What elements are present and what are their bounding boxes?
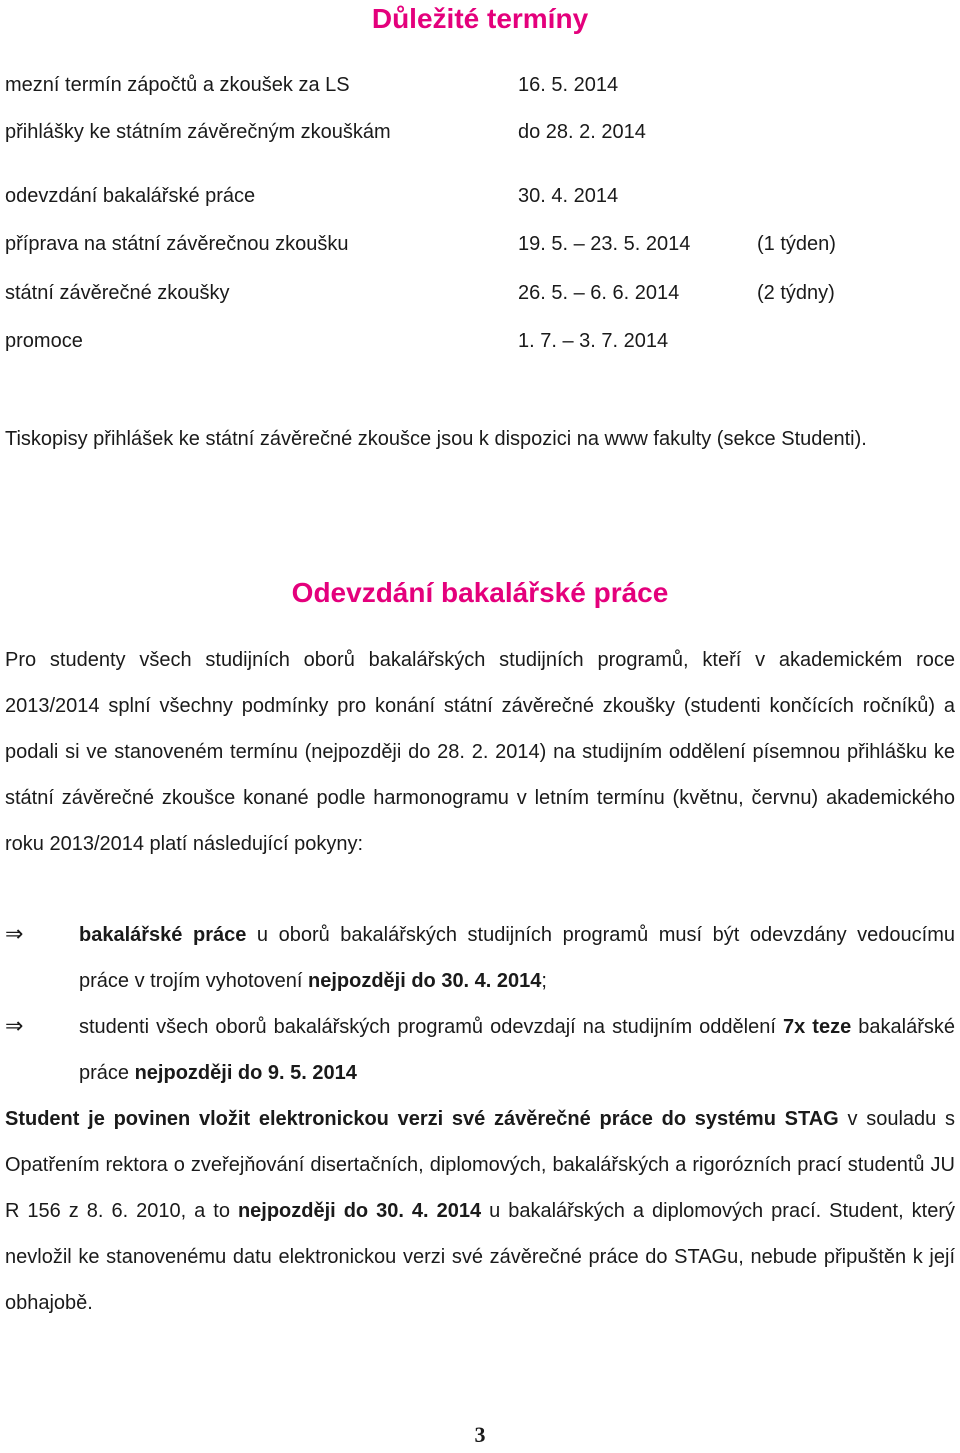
stag-tail: u bakalářských a diplomových prací. Student, který nevložil ke stanovenému datu elektronickou verzi své závěrečné práce do STAGu, nebude připuštěn k její obhajobě. bbox=[5, 1200, 956, 1314]
section-title-important-dates: Důležité termíny bbox=[371, 3, 589, 34]
bullet-middle: u oborů bakalářských studijních programů musí být odevzdány vedoucímu práce v trojím vyhotovení bbox=[79, 924, 955, 992]
term-date: do 28. 2. 2014 bbox=[518, 121, 646, 143]
bullet-middle: bakalářské práce bbox=[79, 1016, 955, 1084]
stag-deadline: nejpozději do 30. 4. 2014 bbox=[237, 1200, 482, 1222]
term-label: příprava na státní závěrečnou zkoušku bbox=[5, 233, 349, 255]
page-number: 3 bbox=[474, 1422, 486, 1447]
list-item bbox=[5, 1004, 955, 1096]
term-date: 1. 7. – 3. 7. 2014 bbox=[518, 330, 669, 352]
right-double-arrow-icon: ⇒ bbox=[5, 1014, 24, 1039]
list-item bbox=[5, 912, 955, 1004]
stag-paragraph bbox=[5, 1096, 955, 1326]
term-row bbox=[5, 70, 955, 100]
bullet-bold-mid: 7x teze bbox=[782, 1016, 852, 1038]
forms-note-paragraph: Tiskopisy přihlášek ke státní závěrečné zkoušce jsou k dispozici na www fakulty (sekce Studenti). bbox=[5, 428, 867, 450]
bullet-text bbox=[79, 1004, 955, 1096]
term-row bbox=[5, 117, 955, 147]
section-title-thesis-submission: Odevzdání bakalářské práce bbox=[291, 577, 669, 608]
right-double-arrow-icon: ⇒ bbox=[5, 922, 24, 947]
term-date: 26. 5. – 6. 6. 2014 bbox=[518, 282, 680, 304]
term-date: 16. 5. 2014 bbox=[518, 74, 619, 96]
term-note: (1 týden) bbox=[757, 233, 836, 255]
term-row bbox=[5, 229, 955, 259]
stag-bold-start: Student je povinen vložit elektronickou verzi své závěrečné práce do systému STAG bbox=[5, 1108, 839, 1130]
term-label: mezní termín zápočtů a zkoušek za LS bbox=[5, 74, 350, 96]
term-note: (2 týdny) bbox=[757, 282, 835, 304]
term-label: státní závěrečné zkoušky bbox=[5, 282, 230, 304]
term-date: 30. 4. 2014 bbox=[518, 185, 619, 207]
bullet-start: studenti všech oborů bakalářských programů odevzdají na studijním oddělení bbox=[79, 1016, 783, 1038]
term-row bbox=[5, 326, 955, 356]
bullet-text bbox=[79, 912, 955, 1004]
bullet-tail: ; bbox=[541, 970, 547, 992]
bullet-deadline: nejpozději do 9. 5. 2014 bbox=[134, 1062, 357, 1084]
term-label: odevzdání bakalářské práce bbox=[5, 185, 256, 207]
bullet-deadline: nejpozději do 30. 4. 2014 bbox=[307, 970, 542, 992]
intro-paragraph: Pro studenty všech studijních oborů bakalářských studijních programů, kteří v akademickém roce 2013/2014 splní všechny podmínky pro konání státní závěrečné zkoušky (studenti končících ročníků) a podali si ve stanoveném termínu (nejpozději do 28. 2. 2014) na studijním oddělení písemnou přihlášku ke státní závěrečné zkoušce konané podle harmonogramu v letním termínu (květnu, červnu) akademického roku 2013/2014 platí následující pokyny: bbox=[5, 649, 955, 855]
term-label: promoce bbox=[5, 330, 83, 352]
term-row bbox=[5, 181, 955, 211]
term-row bbox=[5, 278, 955, 308]
stag-middle: v souladu s Opatřením rektora o zveřejňování disertačních, diplomových, bakalářských a rigorózních prací studentů JU R 156 z 8. 6. 2010, a to bbox=[5, 1108, 955, 1222]
bullet-bold-start: bakalářské práce bbox=[79, 924, 247, 946]
term-date: 19. 5. – 23. 5. 2014 bbox=[518, 233, 691, 255]
term-label: přihlášky ke státním závěrečným zkouškám bbox=[5, 121, 391, 143]
